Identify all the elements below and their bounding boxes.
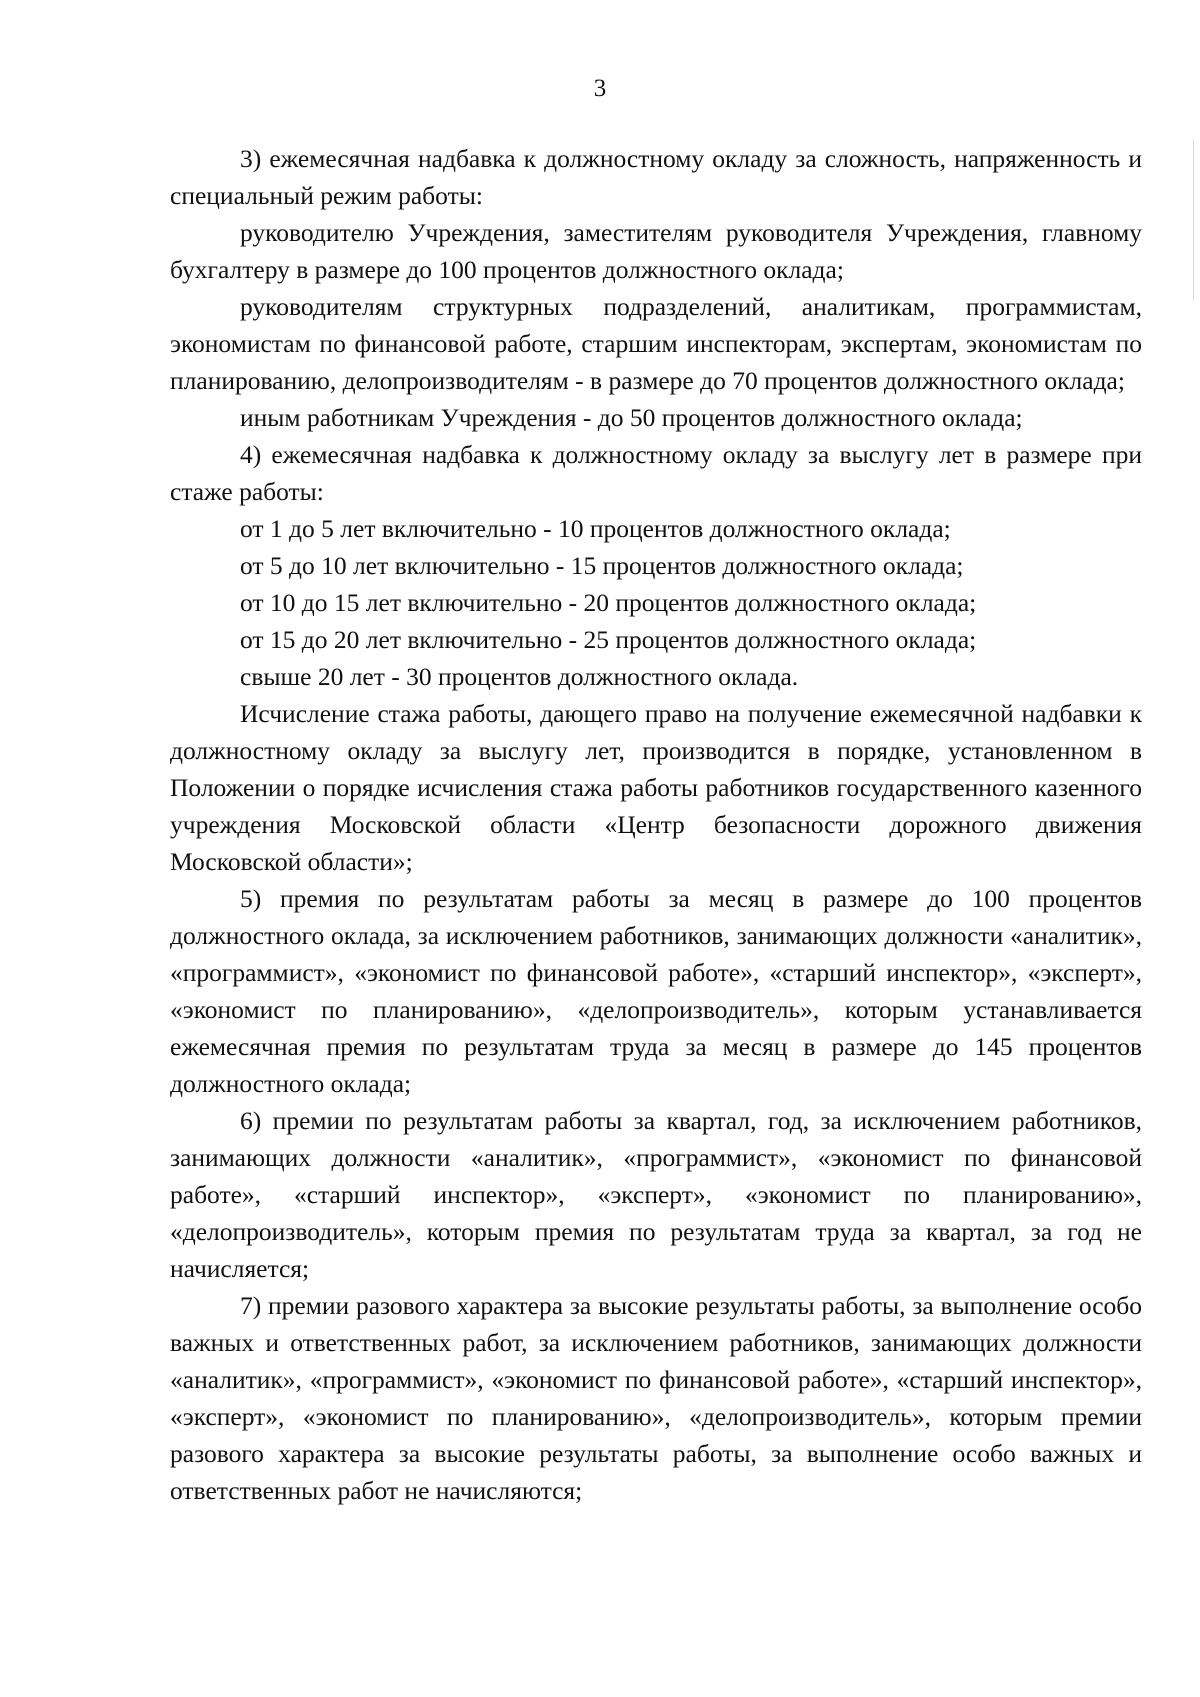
paragraph-item-6-quarterly-bonus: 6) премии по результатам работы за квартал, год, за исключением работников, занимающих должности «аналитик», «программист», «экономист по финансовой работе», «старший инспектор», «эксперт», «экономист по планированию», «делопроизводитель», которым премия по результатам труда за квартал, за год не начисляется; bbox=[170, 1106, 1142, 1283]
paragraph-item-7-one-time-bonus: 7) премии разового характера за высокие результаты работы, за выполнение особо важных и ответственных работ, за исключением работников, занимающих должности «аналитик», «программист», «экономист по финансовой работе», «старший инспектор», «эксперт», «экономист по планированию», «делопроизводитель», которым премии разового характера за высокие результаты работы, за выполнение особо важных и ответственных работ не начисляются; bbox=[170, 1291, 1142, 1505]
paragraph-item-4-heading: 4) ежемесячная надбавка к должностному окладу за выслугу лет в размере при стаже работы: bbox=[170, 440, 1142, 506]
paragraph-tenure-calculation: Исчисление стажа работы, дающего право на получение ежемесячной надбавки к должностному окладу за выслугу лет, производится в порядке, установленном в Положении о порядке исчисления стажа работы работников государственного казенного учреждения Московской области «Центр безопасности дорожного движения Московской области»; bbox=[170, 699, 1142, 876]
paragraph-tenure-1-5: от 1 до 5 лет включительно - 10 процентов должностного оклада; bbox=[240, 514, 951, 543]
paragraph-others-50: иным работникам Учреждения - до 50 процентов должностного оклада; bbox=[240, 403, 1023, 432]
paragraph-item-3-heading: 3) ежемесячная надбавка к должностному окладу за сложность, напряженность и специальный режим работы: bbox=[170, 144, 1142, 210]
paragraph-item-5-monthly-bonus: 5) премия по результатам работы за месяц в размере до 100 процентов должностного оклада, за исключением работников, занимающих должности «аналитик», «программист», «экономист по финансовой работе», «старший инспектор», «эксперт», «экономист по планированию», «делопроизводитель», которым устанавливается ежемесячная премия по результатам труда за месяц в размере до 145 процентов должностного оклада; bbox=[170, 884, 1142, 1098]
paragraph-tenure-10-15: от 10 до 15 лет включительно - 20 процентов должностного оклада; bbox=[240, 588, 977, 617]
document-body bbox=[170, 140, 1142, 1509]
paragraph-tenure-over-20: свыше 20 лет - 30 процентов должностного оклада. bbox=[240, 662, 799, 691]
paragraph-tenure-5-10: от 5 до 10 лет включительно - 15 процентов должностного оклада; bbox=[240, 551, 964, 580]
paragraph-management-100: руководителю Учреждения, заместителям руководителя Учреждения, главному бухгалтеру в размере до 100 процентов должностного оклада; bbox=[170, 218, 1142, 284]
paragraph-specialists-70: руководителям структурных подразделений, аналитикам, программистам, экономистам по финансовой работе, старшим инспекторам, экспертам, экономистам по планированию, делопроизводителям - в размере до 70 процентов должностного оклада; bbox=[170, 292, 1142, 395]
page-number: 3 bbox=[593, 75, 607, 102]
paragraph-tenure-15-20: от 15 до 20 лет включительно - 25 процентов должностного оклада; bbox=[240, 625, 977, 654]
scan-edge-mark bbox=[1193, 140, 1194, 300]
